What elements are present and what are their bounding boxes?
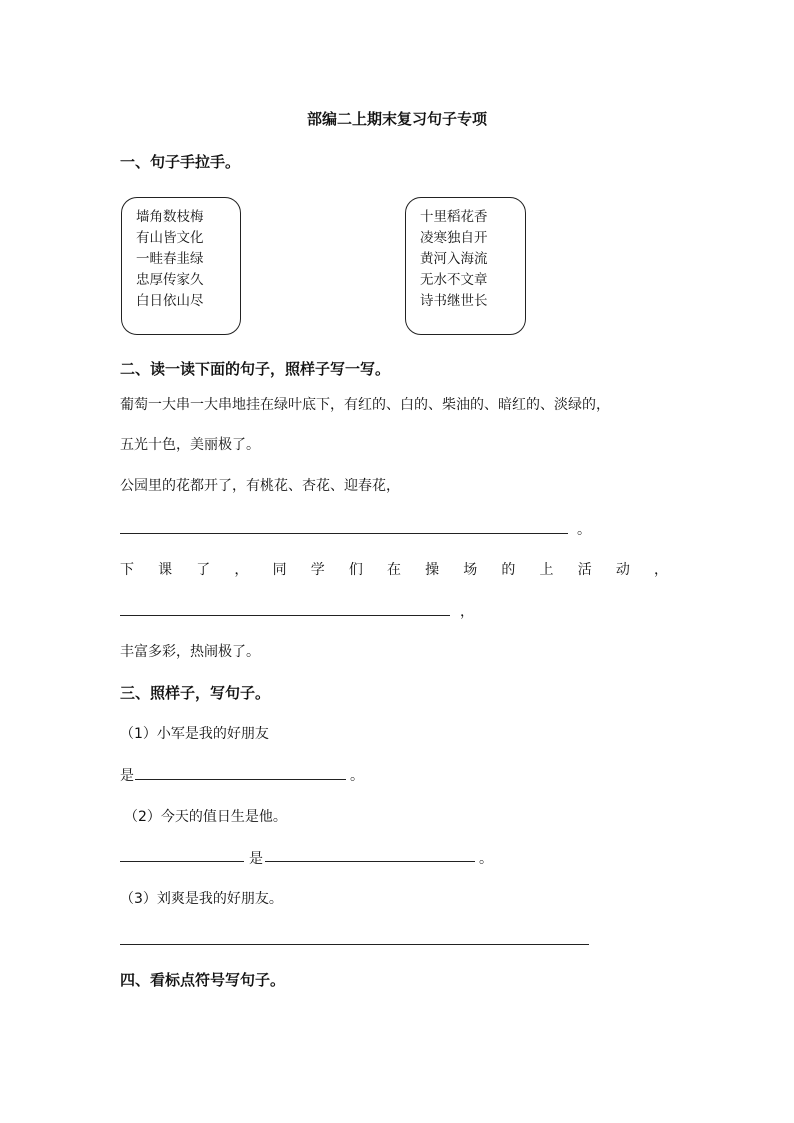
section-3-heading: 三、照样子，写句子。 <box>120 684 271 702</box>
comma-mark: ， <box>460 604 474 620</box>
section-4-heading: 四、看标点符号写句子。 <box>120 971 286 989</box>
example-sentence-line-2: 五光十色，美丽极了。 <box>120 437 260 453</box>
right-phrase: 无水不文章 <box>420 272 488 288</box>
spaced-char: 在 <box>386 562 401 578</box>
period-mark: 。 <box>577 522 591 538</box>
spaced-char: 学 <box>310 562 325 578</box>
spaced-char: 活 <box>577 562 592 578</box>
right-phrase-box <box>405 197 526 335</box>
section-1-heading: 一、句子手拉手。 <box>120 153 241 171</box>
right-phrase: 凌寒独自开 <box>420 230 488 246</box>
spaced-char: 的 <box>501 562 516 578</box>
spaced-char: ， <box>653 562 668 578</box>
spaced-char: 场 <box>463 562 478 578</box>
right-phrase: 诗书继世长 <box>420 293 488 309</box>
left-phrase: 一畦春韭绿 <box>136 251 204 267</box>
spaced-char: 动 <box>615 562 630 578</box>
page-title: 部编二上期末复习句子专项 <box>306 110 487 128</box>
answer-middle: 是 <box>249 851 263 867</box>
spaced-char: 上 <box>539 562 554 578</box>
period-mark: 。 <box>350 768 364 784</box>
right-phrase: 黄河入海流 <box>420 251 488 267</box>
answer-blank-line[interactable] <box>120 533 568 534</box>
answer-blank-line[interactable] <box>120 944 589 945</box>
spaced-char: 同 <box>272 562 287 578</box>
question-3-1-label: （1）小军是我的好朋友 <box>120 726 269 742</box>
left-phrase-box <box>121 197 241 335</box>
question-2-spaced-sentence <box>120 559 668 579</box>
period-mark: 。 <box>479 851 493 867</box>
answer-blank-line[interactable] <box>120 861 244 862</box>
spaced-char: 们 <box>348 562 363 578</box>
example-sentence-line-1: 葡萄一大串一大串地挂在绿叶底下，有红的、白的、柴油的、暗红的、淡绿的， <box>120 397 610 413</box>
left-phrase: 有山皆文化 <box>136 230 204 246</box>
spaced-char: ， <box>234 562 249 578</box>
answer-blank-line[interactable] <box>265 861 475 862</box>
answer-blank-line[interactable] <box>135 779 346 780</box>
spaced-char: 了 <box>196 562 211 578</box>
spaced-char: 操 <box>425 562 440 578</box>
right-phrase: 十里稻花香 <box>420 209 488 225</box>
left-phrase: 忠厚传家久 <box>136 272 204 288</box>
spaced-char: 下 <box>120 562 134 578</box>
left-phrase: 白日依山尽 <box>136 293 204 309</box>
answer-prefix: 是 <box>120 768 134 784</box>
question-3-2-label: （2）今天的值日生是他。 <box>124 809 287 825</box>
question-2-tail: 丰富多彩，热闹极了。 <box>120 644 260 660</box>
left-phrase: 墙角数枝梅 <box>136 209 204 225</box>
answer-blank-line[interactable] <box>120 615 450 616</box>
question-1-prompt: 公园里的花都开了，有桃花、杏花、迎春花， <box>120 478 400 494</box>
section-2-heading: 二、读一读下面的句子，照样子写一写。 <box>120 360 391 378</box>
question-3-3-label: （3）刘爽是我的好朋友。 <box>120 891 283 907</box>
spaced-char: 课 <box>158 562 173 578</box>
